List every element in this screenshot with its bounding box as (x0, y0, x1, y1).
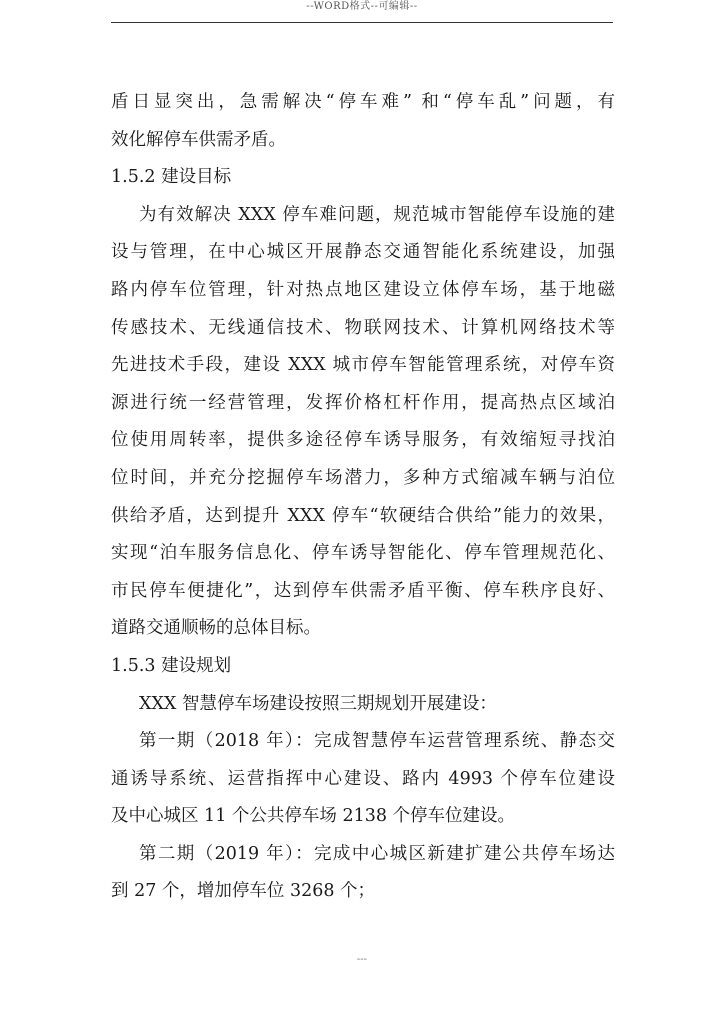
paragraph-line: 路内停车位管理，针对热点地区建设立体停车场，基于地磁 (111, 279, 615, 300)
paragraph-line: 位时间，并充分挖掘停车场潜力，多种方式缩减车辆与泊位 (111, 467, 615, 488)
paragraph-line: 实现“泊车服务信息化、停车诱导智能化、停车管理规范化、 (111, 543, 615, 564)
paragraph-line: 第二期（2019 年）：完成中心城区新建扩建公共停车场达 (139, 843, 615, 864)
paragraph-line: 为有效解决 XXX 停车难问题，规范城市智能停车设施的建 (139, 204, 615, 225)
paragraph-line: 设与管理，在中心城区开展静态交通智能化系统建设，加强 (111, 242, 615, 263)
header-divider (111, 22, 613, 23)
paragraph-line: 通诱导系统、运营指挥中心建设、路内 4993 个停车位建设 (111, 768, 615, 789)
paragraph-line: 效化解停车供需矛盾。 (111, 129, 286, 150)
paragraph-line: 到 27 个，增加停车位 3268 个； (111, 881, 376, 902)
paragraph-line: 源进行统一经营管理，发挥价格杠杆作用，提高热点区域泊 (111, 392, 615, 413)
paragraph-line: 先进技术手段，建设 XXX 城市停车智能管理系统，对停车资 (111, 355, 615, 376)
paragraph-line: 盾日显突出，急需解决“停车难” 和“停车乱”问题，有 (111, 92, 615, 112)
paragraph-line: 道路交通顺畅的总体目标。 (111, 618, 321, 639)
paragraph-line: 供给矛盾，达到提升 XXX 停车“软硬结合供给”能力的效果， (111, 505, 615, 526)
paragraph-line: 传感技术、无线通信技术、物联网技术、计算机网络技术等 (111, 317, 615, 338)
paragraph-line: 及中心城区 11 个公共停车场 2138 个停车位建设。 (111, 806, 516, 827)
paragraph-line: XXX 智慧停车场建设按照三期规划开展建设： (139, 693, 497, 714)
paragraph-line: 位使用周转率，提供多途径停车诱导服务，有效缩短寻找泊 (111, 430, 615, 451)
page-footer: --- (356, 954, 368, 965)
section-heading-1-5-3: 1.5.3 建设规划 (111, 655, 232, 676)
paragraph-line: 第一期（2018 年）：完成智慧停车运营管理系统、静态交 (139, 731, 615, 752)
section-heading-1-5-2: 1.5.2 建设目标 (111, 167, 232, 188)
page-header: --WORD格式--可编辑-- (306, 1, 418, 12)
document-body (111, 84, 615, 911)
paragraph-line: 市民停车便捷化”，达到停车供需矛盾平衡、停车秩序良好、 (111, 580, 615, 601)
